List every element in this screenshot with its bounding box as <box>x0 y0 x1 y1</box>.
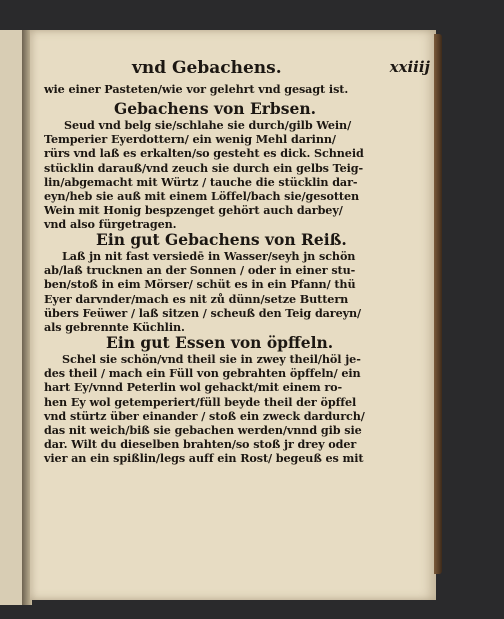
text-line: hen Ey wol getemperiert/füll beyde theil der öpffel <box>44 394 357 409</box>
facing-page-edge <box>0 30 23 605</box>
text-line: wie einer Pasteten/wie vor gelehrt vnd gesagt ist. <box>44 82 349 96</box>
text-line: Laß jn nit fast versiedē in Wasser/seyh jn schön <box>62 249 356 263</box>
section-heading: Ein gut Gebachens von Reiß. <box>96 230 347 249</box>
text-line: eyn/heb sie auß mit einem Löffel/bach sie/gesotten <box>44 189 360 204</box>
running-header <box>70 58 430 78</box>
intro-block <box>44 82 348 96</box>
page-fore-edge <box>434 34 442 574</box>
section-oepffeln <box>44 333 434 466</box>
text-line: Seud vnd belg sie/schlahe sie durch/gilb Wein/ <box>64 118 352 132</box>
text-line: vier an ein spißlin/legs auff ein Rost/ begeuß es mit <box>44 451 364 466</box>
section-erbsen <box>44 99 434 232</box>
text-line: Eyer darvnder/mach es nit zů dünn/setze Buttern <box>44 291 349 306</box>
text-line: ab/laß trucknen an der Sonnen / oder in einer stu- <box>44 263 356 278</box>
section-heading: Ein gut Essen von öpffeln. <box>106 333 334 352</box>
text-line: Temperier Eyerdottern/ ein wenig Mehl darinn/ <box>44 132 336 147</box>
text-line: stücklin darauß/vnd zeuch sie durch ein gelbs Teig- <box>44 160 364 175</box>
text-line: dar. Wilt du dieselben brahten/so stoß jr drey oder <box>44 437 357 452</box>
section-heading: Gebachens von Erbsen. <box>114 99 317 118</box>
running-title: vnd Gebachens. <box>132 58 282 78</box>
text-line: lin/abgemacht mit Würtz / tauche die stücklin dar- <box>44 174 358 189</box>
text-line: ben/stoß in eim Mörser/ schüt es in ein Pfann/ thü <box>44 277 356 292</box>
text-line: das nit weich/biß sie gebachen werden/vnnd gib sie <box>44 423 362 438</box>
text-line: Wein mit Honig bespzenget gehört auch darbey/ <box>44 203 343 218</box>
text-line: hart Ey/vnnd Peterlin wol gehackt/mit einem ro- <box>44 380 343 395</box>
text-line: vnd stürtz über einander / stoß ein zweck dardurch/ <box>44 408 365 423</box>
text-line: Schel sie schön/vnd theil sie in zwey theil/höl je- <box>62 352 361 366</box>
text-line: des theil / mach ein Füll von gebrahten öpffeln/ ein <box>44 366 361 381</box>
folio-number: xxiiij <box>389 58 430 76</box>
text-line: rürs vnd laß es erkalten/so gesteht es dick. Schneid <box>44 146 364 161</box>
text-line: als gebrennte Küchlin. <box>44 320 185 335</box>
section-reiss <box>44 230 434 334</box>
text-line: übers Feüwer / laß sitzen / scheuß den Teig dareyn/ <box>44 305 362 320</box>
text-line: vnd also fürgetragen. <box>44 217 177 232</box>
